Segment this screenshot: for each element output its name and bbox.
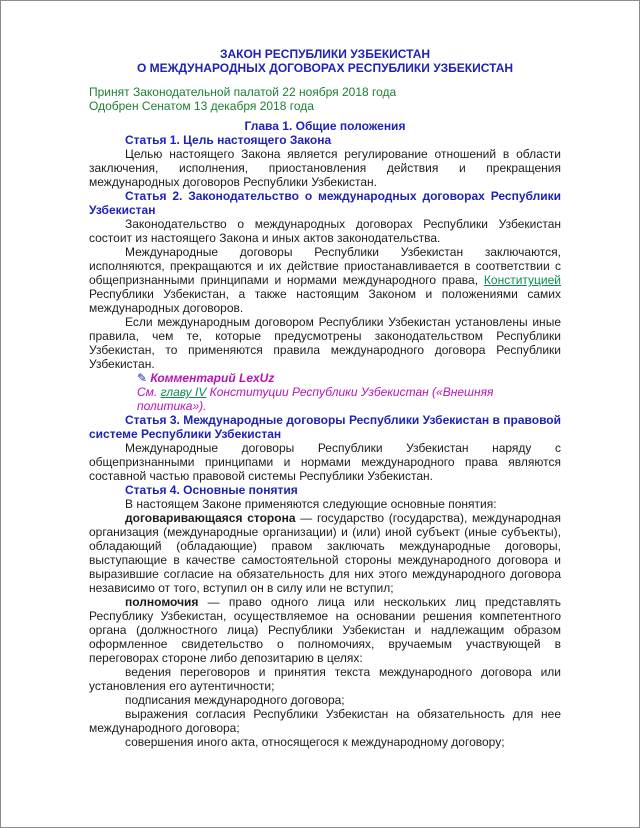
comment-text: См.: [137, 385, 161, 399]
pencil-icon: ✎: [137, 371, 148, 385]
article-2-paragraph-2: [89, 245, 561, 315]
comment-text: Конституции Республики Узбекистан («Внешняя политика»).: [137, 385, 494, 413]
credentials-item-3: выражения согласия Республики Узбекистан на обязательность для нее международного договора;: [89, 707, 561, 735]
comment-header: [137, 371, 561, 385]
article-3-heading: Статья 3. Международные договоры Республики Узбекистан в правовой системе Республики Узбекистан: [89, 413, 561, 441]
adopted-note: Принят Законодательной палатой 22 ноября 2018 года: [89, 85, 397, 99]
term-label: полномочия: [125, 595, 199, 609]
term-credentials: [89, 595, 561, 665]
credentials-item-4: совершения иного акта, относящегося к международному договору;: [125, 735, 505, 749]
paragraph-text: Республики Узбекистан, а также настоящим Законом и положениями самих международных договоров.: [89, 287, 561, 315]
approved-note: Одобрен Сенатом 13 декабря 2018 года: [89, 99, 314, 113]
doc-type-title: ЗАКОН РЕСПУБЛИКИ УЗБЕКИСТАН: [219, 47, 431, 61]
article-3-paragraph: Международные договоры Республики Узбекистан наряду с общепризнанными принципами и нормами международного права являются составной частью правовой системы Республики Узбекистан.: [89, 441, 561, 483]
article-1-heading: Статья 1. Цель настоящего Закона: [125, 133, 332, 147]
paragraph-text: Международные договоры Республики Узбекистан заключаются, исполняются, прекращаются и их действие приостанавливается в соответствии с общепризнанными принципами и нормами международного права,: [89, 245, 561, 287]
article-1-paragraph: Целью настоящего Закона является регулирование отношений в области заключения, исполнения, приостановления действия и прекращения международных договоров Республики Узбекистан.: [89, 147, 561, 189]
article-4-heading: Статья 4. Основные понятия: [125, 483, 298, 497]
article-2-paragraph-3: Если международным договором Республики Узбекистан установлены иные правила, чем те, которые предусмотрены законодательством Республики Узбекистан, то применяются правила международного договора Республики Узбекистан.: [89, 315, 561, 371]
article-4-intro: В настоящем Законе применяются следующие основные понятия:: [125, 497, 497, 511]
article-2-heading: Статья 2. Законодательство о международных договорах Республики Узбекистан: [89, 189, 561, 217]
lexuz-comment-block: [137, 371, 561, 413]
constitution-link[interactable]: Конституцией: [483, 273, 561, 287]
comment-reference: [137, 385, 561, 413]
comment-label: Комментарий LexUz: [150, 371, 275, 385]
chapter-1-heading: Глава 1. Общие положения: [244, 119, 406, 133]
article-2-paragraph-1: Законодательство о международных договорах Республики Узбекистан состоит из настоящего Закона и иных актов законодательства.: [89, 217, 561, 245]
chapter-iv-link[interactable]: главу IV: [160, 385, 207, 399]
doc-title: О МЕЖДУНАРОДНЫХ ДОГОВОРАХ РЕСПУБЛИКИ УЗБЕКИСТАН: [136, 61, 514, 75]
term-definition: — государство (государства), международная организация (международные организации) и (или) иной субъект (иные субъекты), обладающий (обладающие) правом заключать международные договоры, выступающие в качестве самостоятельной стороны международного договора и выразившие согласие на обязательность для них этого международного договора независимо от того, вступил он в силу или не вступил;: [89, 511, 562, 595]
law-document: [1, 1, 639, 773]
credentials-item-2: подписания международного договора;: [125, 693, 345, 707]
term-contracting-party: [89, 511, 561, 595]
term-definition: — право одного лица или нескольких лиц представлять Республику Узбекистан, осуществляемое на основании решения компетентного органа (должностного лица) Республики Узбекистан и надлежащим образом оформленное свидетельство о полномочиях, вручаемым участвующей в переговорах стороне либо депозитарию в целях:: [89, 595, 561, 665]
credentials-item-1: ведения переговоров и принятия текста международного договора или установления его аутентичности;: [89, 665, 561, 693]
term-label: договаривающаяся сторона: [125, 511, 296, 525]
